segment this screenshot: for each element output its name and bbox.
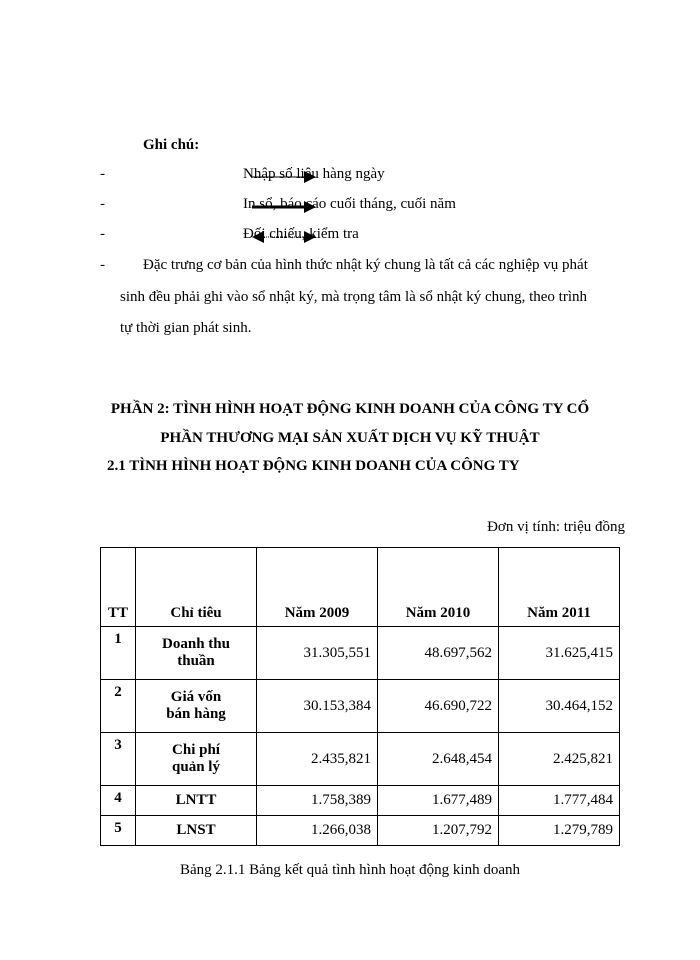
row-indicator: LNTT	[136, 786, 257, 816]
row-indicator	[136, 680, 257, 733]
row-index: 1	[101, 627, 136, 680]
legend-item-report	[100, 196, 620, 220]
business-results-table	[100, 547, 620, 846]
table-row	[101, 786, 620, 816]
note-line-1: Đặc trưng cơ bản của hình thức nhật ký chung là tất cả các nghiệp vụ phát	[143, 257, 588, 273]
legend-text: Nhập số liệu hàng ngày	[243, 166, 385, 182]
section-title-line-1: PHẦN 2: TÌNH HÌNH HOẠT ĐỘNG KINH DOANH CỦA CÔNG TY CỔ	[110, 401, 590, 417]
legend-text: In sổ, báo cáo cuối tháng, cuối năm	[243, 196, 456, 212]
value-2010: 2.648,454	[378, 733, 499, 786]
row-index: 5	[101, 816, 136, 846]
legend-text: Đối chiếu, kiểm tra	[243, 226, 359, 242]
table-row	[101, 627, 620, 680]
value-2010: 48.697,562	[378, 627, 499, 680]
value-2010: 1.677,489	[378, 786, 499, 816]
col-header-tt: TT	[101, 548, 136, 627]
col-header-2010: Năm 2010	[378, 548, 499, 627]
legend-item-daily-entry	[100, 166, 620, 190]
bullet-dash: -	[100, 257, 105, 273]
value-2011: 31.625,415	[499, 627, 620, 680]
value-2009: 30.153,384	[257, 680, 378, 733]
value-2010: 1.207,792	[378, 816, 499, 846]
note-line-3: tự thời gian phát sinh.	[120, 320, 252, 336]
value-2011: 1.279,789	[499, 816, 620, 846]
bullet-dash: -	[100, 226, 105, 242]
row-index: 2	[101, 680, 136, 733]
row-index: 4	[101, 786, 136, 816]
table-caption: Bảng 2.1.1 Bảng kết quả tình hình hoạt động kinh doanh	[180, 862, 520, 878]
table-row	[101, 680, 620, 733]
indicator-line-1: Doanh thu	[162, 636, 230, 652]
bullet-dash: -	[100, 196, 105, 212]
row-indicator	[136, 627, 257, 680]
indicator-line-1: Chi phí	[172, 742, 220, 758]
table-row	[101, 733, 620, 786]
col-header-indicator: Chỉ tiêu	[136, 548, 257, 627]
table-row	[101, 816, 620, 846]
unit-label: Đơn vị tính: triệu đồng	[487, 519, 625, 535]
section-title-line-2: PHẦN THƯƠNG MẠI SẢN XUẤT DỊCH VỤ KỸ THUẬT	[160, 430, 540, 446]
row-indicator	[136, 733, 257, 786]
table-header-row	[101, 548, 620, 627]
indicator-line-2: thuần	[177, 653, 215, 669]
indicator-line-2: bán hàng	[166, 706, 226, 722]
bullet-dash: -	[100, 166, 105, 182]
value-2011: 1.777,484	[499, 786, 620, 816]
value-2011: 2.425,821	[499, 733, 620, 786]
col-header-2009: Năm 2009	[257, 548, 378, 627]
value-2009: 2.435,821	[257, 733, 378, 786]
col-header-2011: Năm 2011	[499, 548, 620, 627]
row-indicator: LNST	[136, 816, 257, 846]
value-2009: 1.266,038	[257, 816, 378, 846]
value-2011: 30.464,152	[499, 680, 620, 733]
legend-heading: Ghi chú:	[143, 137, 200, 153]
note-line-2: sinh đều phải ghi vào sổ nhật ký, mà trọng tâm là sổ nhật ký chung, theo trình	[120, 289, 588, 305]
value-2009: 1.758,389	[257, 786, 378, 816]
indicator-line-1: Giá vốn	[170, 689, 222, 705]
row-index: 3	[101, 733, 136, 786]
section-subtitle: 2.1 TÌNH HÌNH HOẠT ĐỘNG KINH DOANH CỦA CÔNG TY	[107, 458, 520, 474]
indicator-line-2: quản lý	[172, 759, 220, 775]
value-2009: 31.305,551	[257, 627, 378, 680]
legend-item-reconcile	[100, 226, 620, 250]
value-2010: 46.690,722	[378, 680, 499, 733]
